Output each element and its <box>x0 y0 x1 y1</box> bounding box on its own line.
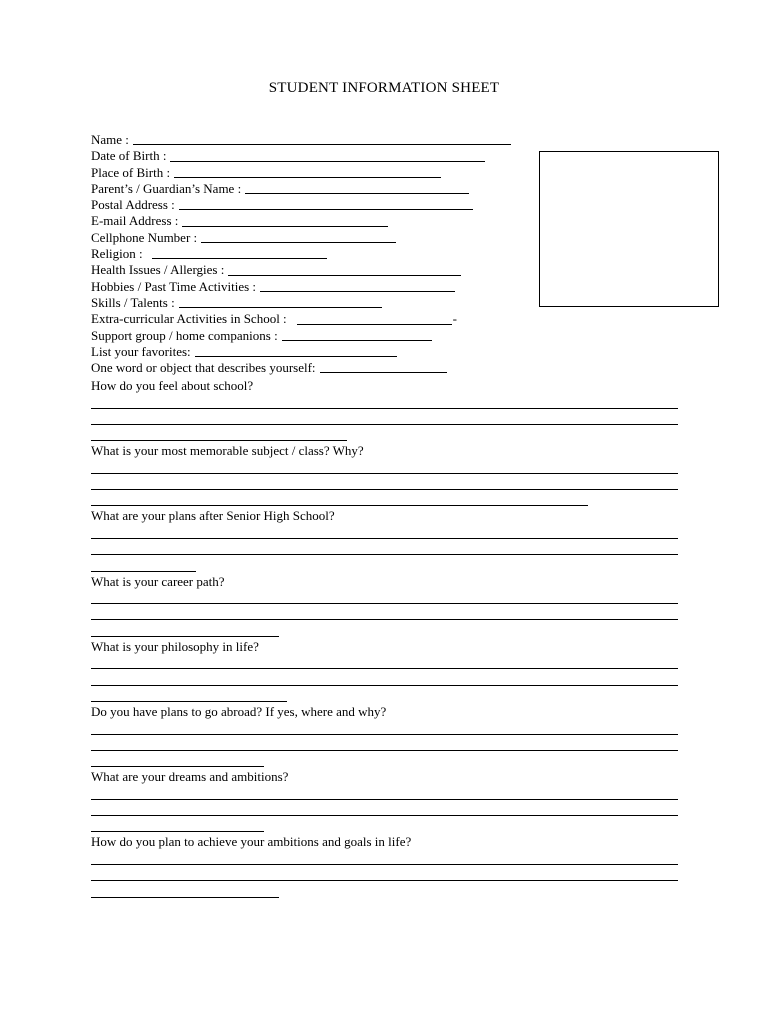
answer-line[interactable] <box>91 492 681 508</box>
answer-line[interactable] <box>91 867 681 883</box>
answer-line[interactable] <box>91 753 681 769</box>
field-label: List your favorites: <box>91 343 191 359</box>
field-label: Health Issues / Allergies : <box>91 262 225 278</box>
photo-box <box>539 151 719 307</box>
question-text: What are your dreams and ambitions? <box>91 769 289 785</box>
question-text: How do you feel about school? <box>91 378 254 393</box>
question-text: How do you plan to achieve your ambitions and goals in life? <box>91 834 412 850</box>
fill-in-blank[interactable] <box>282 340 432 341</box>
form-field-row <box>91 165 536 181</box>
question-text: What are your plans after Senior High School? <box>91 508 335 524</box>
answer-line[interactable] <box>91 606 681 622</box>
answer-line[interactable] <box>91 411 681 427</box>
answer-line[interactable] <box>91 802 681 818</box>
answer-line[interactable] <box>91 557 681 573</box>
answer-line[interactable] <box>91 427 681 443</box>
document-title: STUDENT INFORMATION SHEET <box>268 80 500 96</box>
fill-in-blank[interactable] <box>174 177 441 178</box>
personal-info-fields <box>91 132 536 376</box>
form-field-row <box>91 262 536 278</box>
fill-in-blank[interactable] <box>245 193 469 194</box>
answer-line[interactable] <box>91 525 681 541</box>
field-label: One word or object that describes yourself: <box>91 360 316 376</box>
fill-in-blank[interactable] <box>133 144 511 145</box>
fill-in-blank[interactable] <box>228 275 461 276</box>
form-field-row <box>91 213 536 229</box>
answer-line[interactable] <box>91 655 681 671</box>
answer-line[interactable] <box>91 785 681 801</box>
fill-in-blank[interactable] <box>195 356 397 357</box>
field-trail-text: - <box>452 311 458 327</box>
form-field-row <box>91 279 536 295</box>
answer-line[interactable] <box>91 476 681 492</box>
form-field-row <box>91 148 536 164</box>
field-label: Hobbies / Past Time Activities : <box>91 278 257 294</box>
answer-line[interactable] <box>91 541 681 557</box>
field-label: Name : <box>91 132 129 147</box>
form-field-row <box>91 311 536 327</box>
answer-line[interactable] <box>91 688 681 704</box>
answer-line[interactable] <box>91 818 681 834</box>
answer-line[interactable] <box>91 883 681 899</box>
form-field-row <box>91 360 536 376</box>
field-label: Cellphone Number : <box>91 229 198 245</box>
answer-line[interactable] <box>91 459 681 475</box>
form-field-row <box>91 295 536 311</box>
form-field-row <box>91 246 536 262</box>
field-label: Parent’s / Guardian’s Name : <box>91 180 242 196</box>
fill-in-blank[interactable] <box>170 161 485 162</box>
field-label: Place of Birth : <box>91 164 171 180</box>
questions-section <box>91 378 681 900</box>
form-field-row <box>91 197 536 213</box>
field-label: Postal Address : <box>91 197 175 213</box>
field-label: Support group / home companions : <box>91 327 278 343</box>
answer-line[interactable] <box>91 622 681 638</box>
answer-line[interactable] <box>91 720 681 736</box>
form-field-row <box>91 328 536 344</box>
form-field-row <box>91 344 536 360</box>
field-label: Religion : <box>91 246 143 262</box>
form-field-row <box>91 230 536 246</box>
answer-line[interactable] <box>91 590 681 606</box>
field-label: Extra-curricular Activities in School : <box>91 311 287 327</box>
question-text: What is your philosophy in life? <box>91 638 259 654</box>
question-text: What is your career path? <box>91 573 225 589</box>
fill-in-blank[interactable] <box>179 307 382 308</box>
field-label: E-mail Address : <box>91 213 179 229</box>
fill-in-blank[interactable] <box>201 242 396 243</box>
answer-line[interactable] <box>91 851 681 867</box>
fill-in-blank[interactable] <box>179 209 473 210</box>
question-text: Do you have plans to go abroad? If yes, where and why? <box>91 703 387 719</box>
field-label: Skills / Talents : <box>91 294 175 310</box>
fill-in-blank[interactable] <box>297 324 452 325</box>
field-label: Date of Birth : <box>91 148 167 164</box>
form-field-row <box>91 181 536 197</box>
fill-in-blank[interactable] <box>260 291 455 292</box>
answer-line[interactable] <box>91 671 681 687</box>
fill-in-blank[interactable] <box>152 258 327 259</box>
answer-line[interactable] <box>91 394 681 410</box>
fill-in-blank[interactable] <box>182 226 388 227</box>
question-text: What is your most memorable subject / class? Why? <box>91 443 364 459</box>
answer-line[interactable] <box>91 737 681 753</box>
fill-in-blank[interactable] <box>320 372 447 373</box>
form-field-row <box>91 132 536 148</box>
